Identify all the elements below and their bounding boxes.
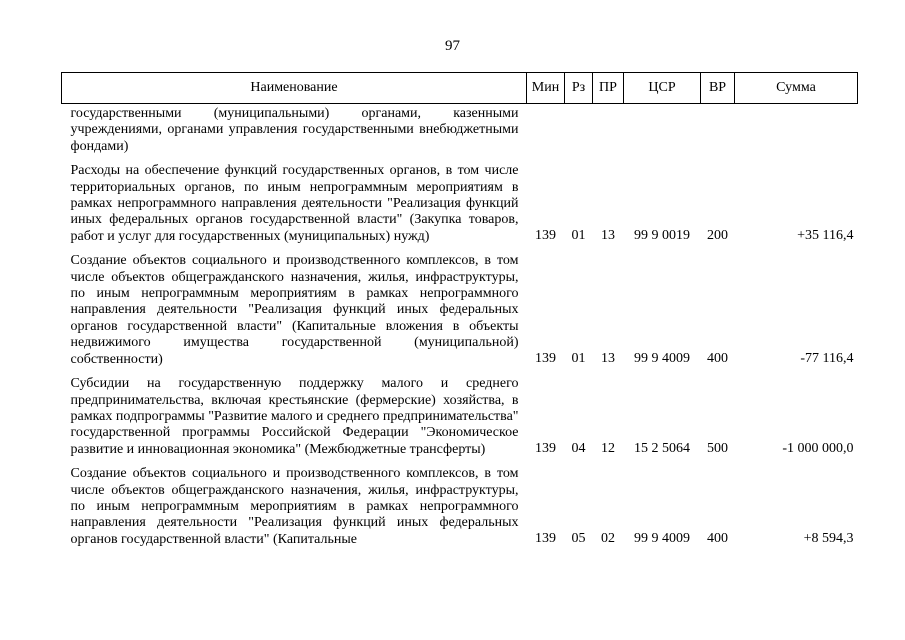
page-number: 97 — [445, 38, 460, 54]
row-rz: 04 — [571, 440, 586, 456]
row-name: государственными (муниципальными) органами, казенными учреждениями, органами управления государственными внебюджетными фондами) — [70, 106, 519, 154]
row-pr: 13 — [601, 227, 615, 243]
row-csr: 15 2 5064 — [634, 440, 690, 456]
table-row — [62, 245, 858, 368]
table-header-row — [62, 73, 858, 104]
header-rz: Рз — [565, 73, 593, 104]
row-csr: 99 9 4009 — [634, 350, 690, 366]
row-min: 139 — [535, 227, 556, 243]
row-name: Расходы на обеспечение функций государственных органов, в том числе территориальных органов, по иным непрограммным мероприятиям в рамках непрограммного направления деятельности "Реализация функций иных федеральных органов государственной власти" (Закупка товаров, работ и услуг для государственных (муниципальных) нужд) — [70, 163, 519, 244]
row-vr — [701, 104, 735, 156]
row-sum: +35 116,4 — [797, 227, 854, 243]
row-sum: +8 594,3 — [803, 530, 854, 546]
header-pr: ПР — [593, 73, 624, 104]
row-min: 139 — [535, 440, 556, 456]
row-rz: 01 — [571, 227, 586, 243]
row-rz — [565, 104, 593, 156]
table-row — [62, 368, 858, 458]
row-pr: 13 — [601, 350, 615, 366]
row-name: Субсидии на государственную поддержку малого и среднего предпринимательства, включая крестьянские (фермерские) хозяйства, в рамках подпрограммы "Развитие малого и среднего предпринимательства" государственной программы Российской Федерации "Экономическое развитие и инновационная экономика" (Межбюджетные трансферты) — [70, 376, 519, 457]
row-vr: 400 — [707, 530, 728, 546]
row-sum: -1 000 000,0 — [782, 440, 854, 456]
row-vr: 200 — [707, 227, 728, 243]
row-sum — [735, 104, 858, 156]
row-min — [527, 104, 565, 156]
row-vr: 500 — [707, 440, 728, 456]
row-name: Создание объектов социального и производственного комплексов, в том числе объектов общегражданского назначения, жилья, инфраструктуры, по иным непрограммным мероприятиям в рамках непрограммного направления деятельности "Реализация функций иных федеральных органов государственной власти" (Капитальные — [70, 466, 519, 547]
row-min: 139 — [535, 530, 556, 546]
table-row — [62, 155, 858, 245]
budget-table — [61, 72, 858, 548]
row-rz: 01 — [571, 350, 586, 366]
row-name: Создание объектов социального и производственного комплексов, в том числе объектов общегражданского назначения, жилья, инфраструктуры, по иным непрограммным мероприятиям в рамках непрограммного направления деятельности "Реализация функций иных федеральных органов государственной власти" (Капитальные вложения в объекты недвижимого имущества государственной (муниципальной) собственности) — [70, 253, 519, 367]
row-csr: 99 9 0019 — [634, 227, 690, 243]
header-sum: Сумма — [735, 73, 858, 104]
table-row — [62, 458, 858, 548]
header-name: Наименование — [62, 73, 527, 104]
header-vr: ВР — [701, 73, 735, 104]
row-pr: 12 — [601, 440, 615, 456]
header-min: Мин — [527, 73, 565, 104]
row-rz: 05 — [571, 530, 586, 546]
row-min: 139 — [535, 350, 556, 366]
row-csr — [624, 104, 701, 156]
row-pr: 02 — [601, 530, 615, 546]
table-row — [62, 104, 858, 156]
row-sum: -77 116,4 — [800, 350, 854, 366]
row-csr: 99 9 4009 — [634, 530, 690, 546]
row-pr — [593, 104, 624, 156]
header-csr: ЦСР — [624, 73, 701, 104]
row-vr: 400 — [707, 350, 728, 366]
